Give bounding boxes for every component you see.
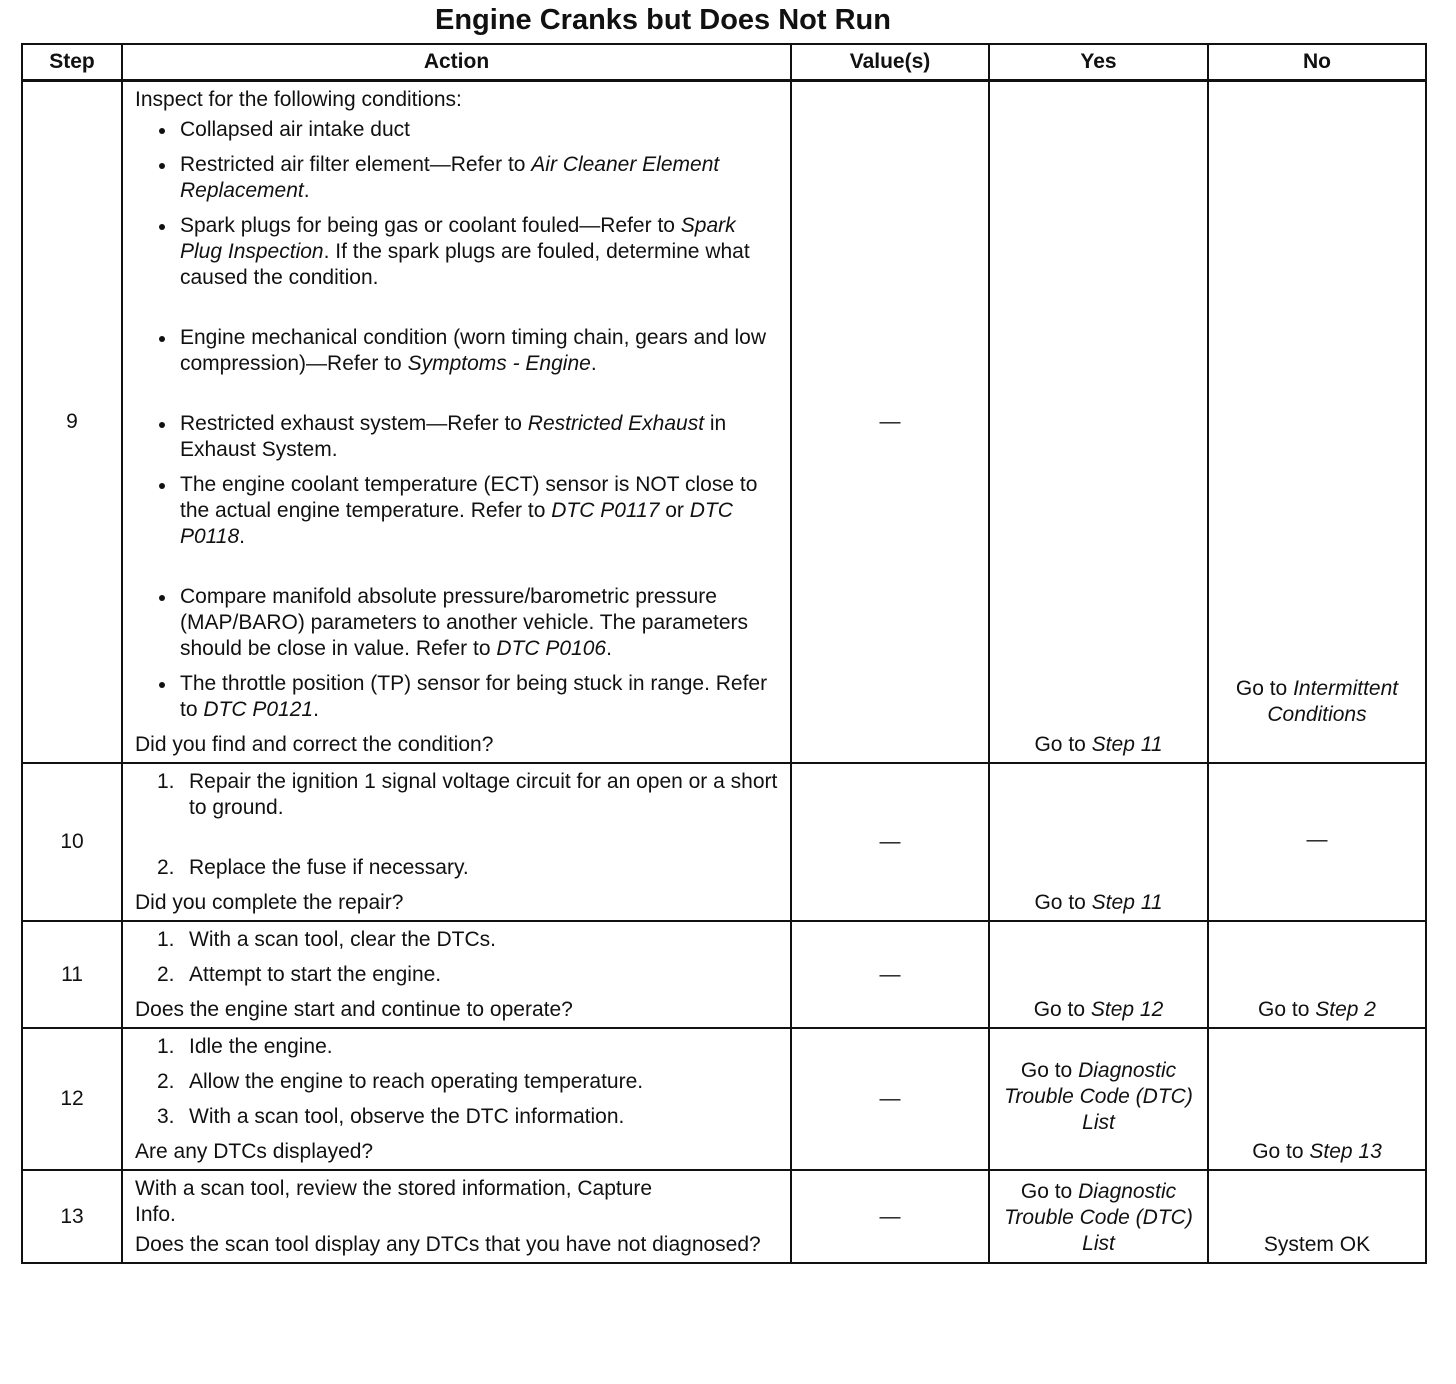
yes-cell: Go to Diagnostic Trouble Code (DTC) List [989, 1028, 1208, 1170]
yes-link[interactable]: Diagnostic Trouble Code (DTC) List [1004, 1180, 1193, 1255]
step-number: 11 [22, 921, 122, 1028]
yes-cell: Go to Step 12 [989, 921, 1208, 1028]
procedure-list [135, 1034, 782, 1130]
value-cell [791, 763, 989, 921]
list-item: 1. With a scan tool, clear the DTCs. [157, 928, 496, 951]
action-question: Does the scan tool display any DTCs that you have not diagnosed? [135, 1233, 761, 1256]
list-item: 1. Idle the engine. [157, 1035, 333, 1058]
list-item: Restricted exhaust system—Refer to Restricted Exhaust in Exhaust System. [135, 411, 782, 463]
no-cell: Go to Step 13 [1208, 1028, 1426, 1170]
doc-reference[interactable]: DTC P0117 [551, 499, 660, 522]
table-row-step-9 [22, 81, 1426, 764]
value-dash: — [879, 1087, 901, 1110]
list-item: Collapsed air intake duct [135, 117, 782, 143]
no-link[interactable]: Intermittent Conditions [1267, 677, 1399, 726]
no-link[interactable]: Step 13 [1309, 1140, 1382, 1163]
action-cell [122, 1028, 791, 1170]
value-dash: — [879, 1204, 901, 1228]
yes-link[interactable]: Diagnostic Trouble Code (DTC) List [1004, 1059, 1193, 1134]
action-cell [122, 763, 791, 921]
header-values: Value(s) [791, 44, 989, 81]
condition-list [135, 117, 782, 723]
doc-reference[interactable]: Spark Plug Inspection [180, 214, 736, 263]
list-item: 3. With a scan tool, observe the DTC information. [157, 1105, 625, 1128]
no-cell [1208, 1170, 1426, 1263]
no-cell [1208, 763, 1426, 921]
step-number: 10 [22, 763, 122, 921]
action-question: Did you complete the repair? [135, 891, 404, 914]
no-cell: Go to Intermittent Conditions [1208, 81, 1426, 764]
no-dash: — [1306, 828, 1328, 851]
list-item: The throttle position (TP) sensor for being stuck in range. Refer to DTC P0121. [135, 671, 782, 723]
doc-reference[interactable]: Air Cleaner Element Replacement [180, 153, 720, 202]
action-intro: With a scan tool, review the stored information, Capture Info. [135, 1177, 653, 1226]
header-row [22, 44, 1426, 81]
list-item: Restricted air filter element—Refer to Air Cleaner Element Replacement. [135, 152, 782, 204]
page-title: Engine Cranks but Does Not Run [435, 4, 891, 36]
table-row-step-11 [22, 921, 1426, 1028]
table-row-step-10 [22, 763, 1426, 921]
yes-link[interactable]: Step 11 [1091, 891, 1163, 914]
action-cell [122, 921, 791, 1028]
list-item: Engine mechanical condition (worn timing chain, gears and low compression)—Refer to Symptoms - Engine. [135, 325, 782, 377]
doc-reference[interactable]: Restricted Exhaust [527, 412, 705, 435]
table-row-step-13 [22, 1170, 1426, 1263]
yes-cell: Go to Diagnostic Trouble Code (DTC) List [989, 1170, 1208, 1263]
action-question: Does the engine start and continue to operate? [135, 998, 573, 1021]
doc-reference[interactable]: Symptoms - Engine [407, 352, 591, 375]
list-item: Compare manifold absolute pressure/barometric pressure (MAP/BARO) parameters to another vehicle. The parameters should be close in value. Refer to DTC P0106. [135, 584, 782, 662]
list-item: 2. Attempt to start the engine. [157, 963, 442, 986]
table-row-step-12 [22, 1028, 1426, 1170]
action-question: Did you find and correct the condition? [135, 733, 494, 756]
value-cell [791, 921, 989, 1028]
no-result: System OK [1263, 1233, 1371, 1256]
yes-link[interactable]: Step 12 [1090, 998, 1164, 1021]
list-item: Spark plugs for being gas or coolant fouled—Refer to Spark Plug Inspection. If the spark plugs are fouled, determine what caused the condition. [135, 213, 782, 291]
value-dash: — [879, 830, 901, 853]
procedure-list [135, 769, 782, 881]
no-link[interactable]: Step 2 [1315, 998, 1376, 1021]
action-question: Are any DTCs displayed? [135, 1140, 374, 1163]
doc-reference[interactable]: DTC P0121 [203, 698, 314, 721]
value-dash: — [879, 962, 901, 986]
value-cell [791, 1170, 989, 1263]
yes-cell: Go to Step 11 [989, 81, 1208, 764]
value-dash: — [879, 410, 901, 433]
diagnostic-table [21, 43, 1427, 1264]
header-no: No [1208, 44, 1426, 81]
header-yes: Yes [989, 44, 1208, 81]
list-item: The engine coolant temperature (ECT) sensor is NOT close to the actual engine temperature. Refer to DTC P0117 or DTC P0118. [135, 472, 782, 550]
step-number: 13 [22, 1170, 122, 1263]
doc-reference[interactable]: DTC P0118 [180, 499, 733, 548]
no-cell: Go to Step 2 [1208, 921, 1426, 1028]
doc-reference[interactable]: DTC P0106 [496, 637, 607, 660]
step-number: 12 [22, 1028, 122, 1170]
procedure-list [135, 927, 782, 988]
list-item: 2. Replace the fuse if necessary. [157, 856, 469, 879]
value-cell [791, 1028, 989, 1170]
step-number: 9 [22, 81, 122, 764]
value-cell [791, 81, 989, 764]
action-cell [122, 1170, 791, 1263]
action-intro: Inspect for the following conditions: [135, 88, 462, 111]
yes-link[interactable]: Step 11 [1091, 733, 1163, 756]
list-item: 2. Allow the engine to reach operating temperature. [157, 1070, 644, 1093]
action-cell [122, 81, 791, 764]
list-item: 1. Repair the ignition 1 signal voltage circuit for an open or a short to ground. [157, 770, 778, 819]
header-step: Step [22, 44, 122, 81]
yes-cell: Go to Step 11 [989, 763, 1208, 921]
header-action: Action [122, 44, 791, 81]
